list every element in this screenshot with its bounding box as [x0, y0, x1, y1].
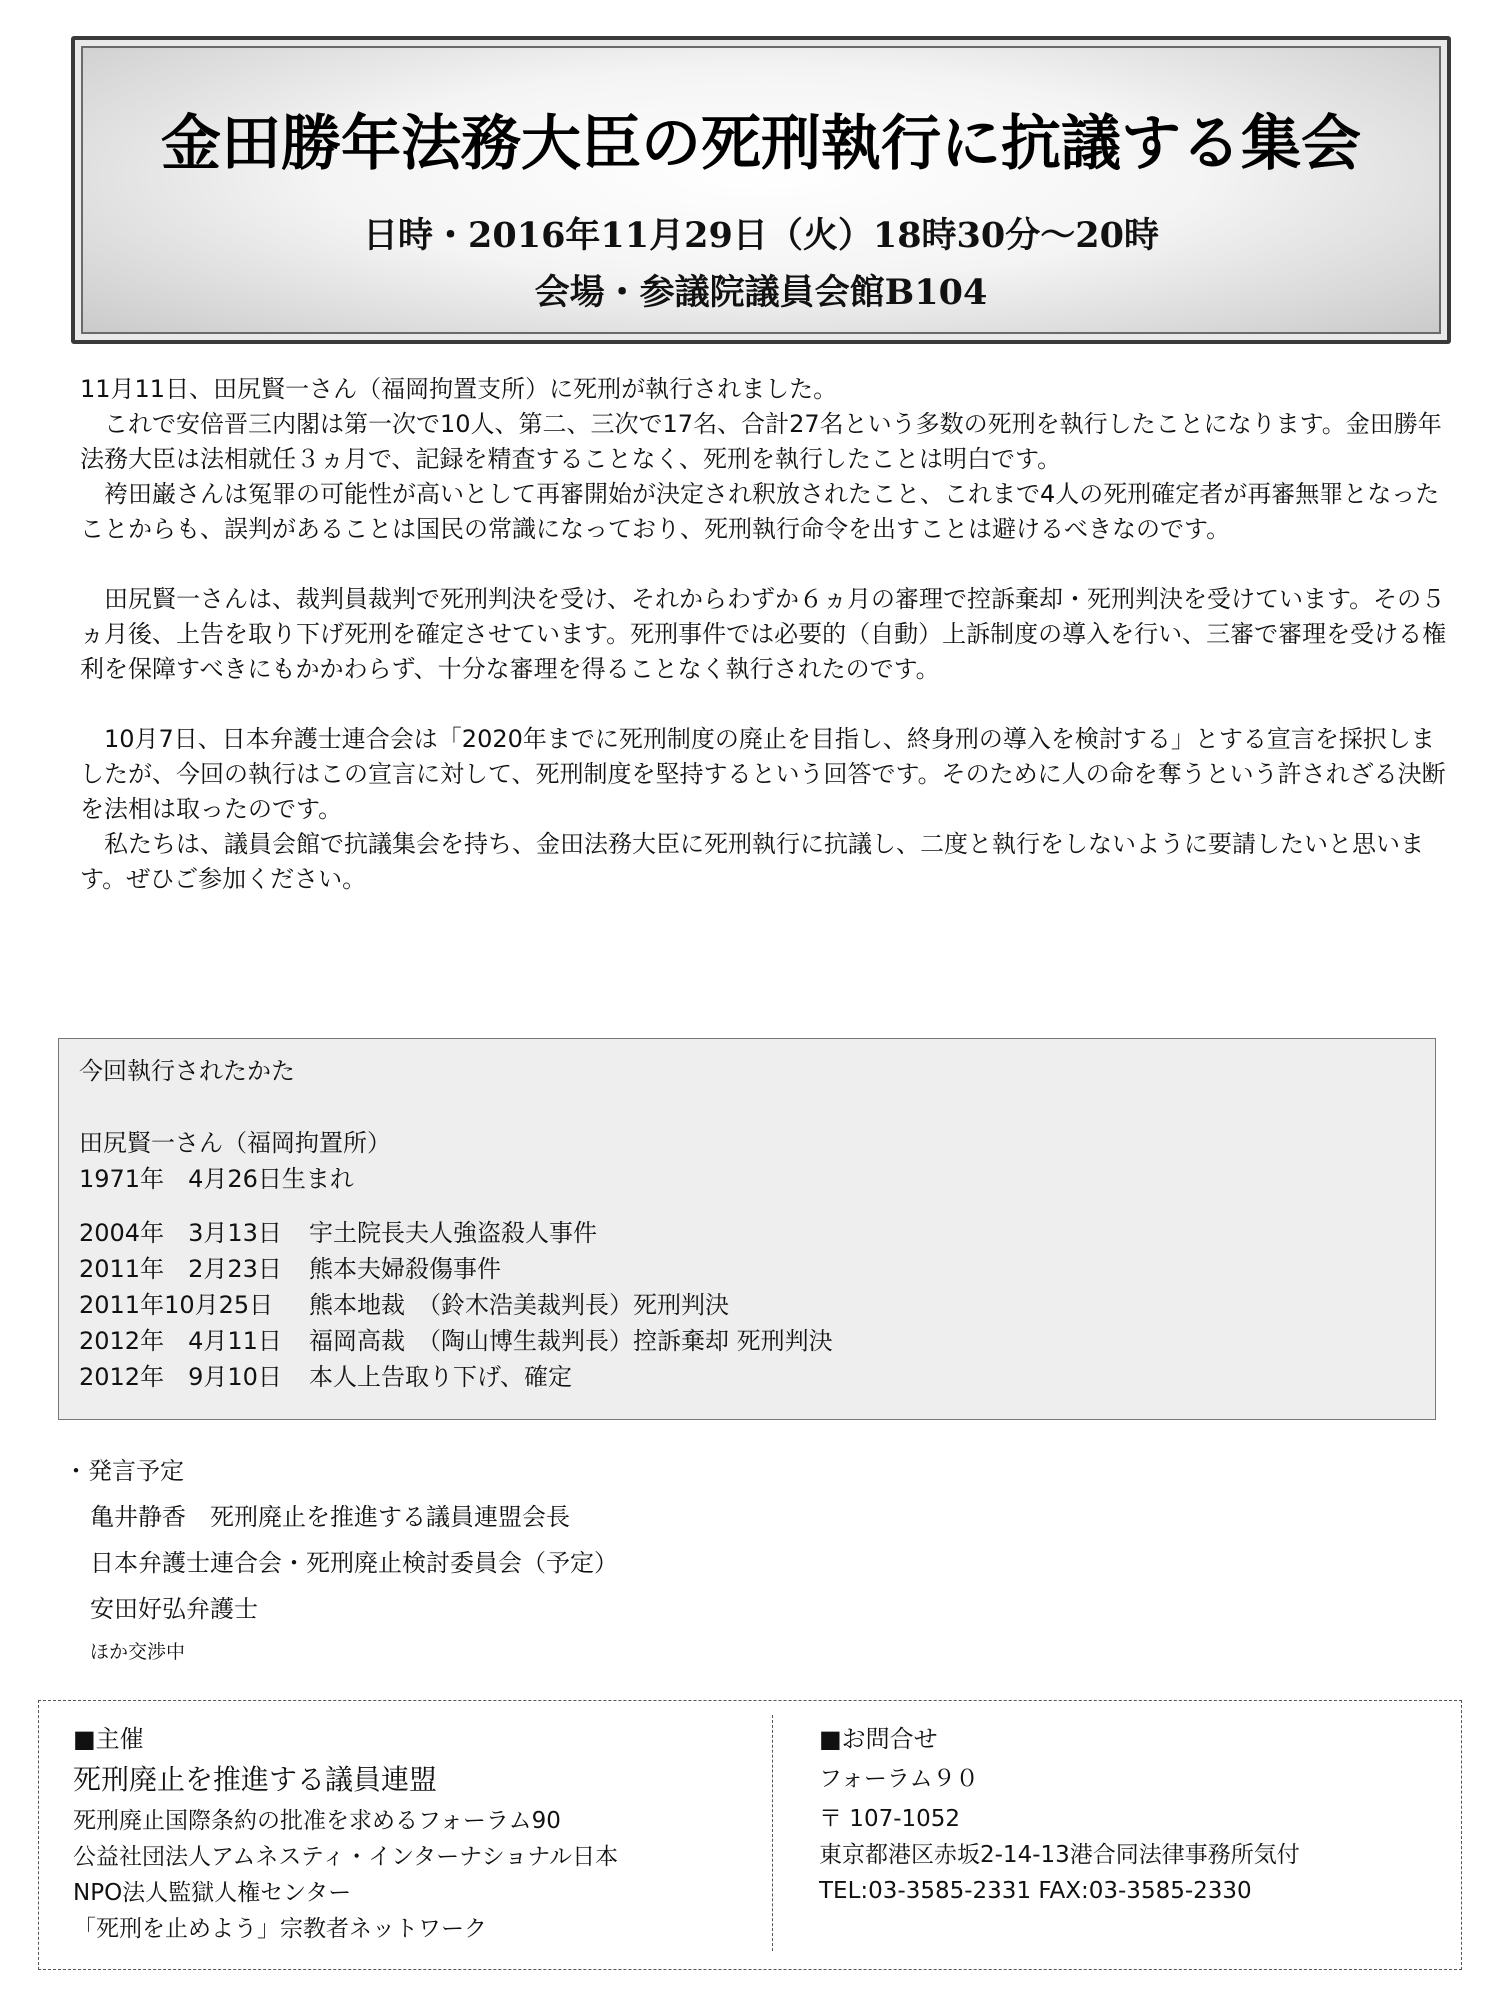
- header-banner: [71, 36, 1451, 344]
- paragraph-6: 私たちは、議員会館で抗議集会を持ち、金田法務大臣に死刑執行に抗議し、二度と執行をしないように要請したいと思います。ぜひご参加ください。: [80, 830, 1424, 893]
- timeline-row: [79, 1215, 1415, 1251]
- contact-section: [819, 1721, 1300, 1909]
- contact-heading: ■お問合せ: [819, 1725, 938, 1753]
- paragraph-4: 田尻賢一さんは、裁判員裁判で死刑判決を受け、それからわずか６ヵ月の審理で控訴棄却・死刑判決を受けています。その５ヵ月後、上告を取り下げ死刑を確定させています。死刑事件では必要的（自動）上訴制度の導入を行い、三審で審理を受ける権利を保障すべきにもかかわらず、十分な審理を得ることなく執行されたのです。: [80, 585, 1447, 683]
- spacer: [79, 1197, 1415, 1215]
- timeline-event: 宇土院長夫人強盗殺人事件: [309, 1219, 597, 1247]
- paragraph-1: 11月11日、田尻賢一さん（福岡拘置支所）に死刑が執行されました。: [80, 375, 838, 403]
- timeline-date: 2011年 2月23日: [79, 1255, 282, 1283]
- timeline-date: 2012年 9月10日: [79, 1363, 282, 1391]
- executed-birth: 1971年 4月26日生まれ: [79, 1165, 354, 1193]
- statement-body: [80, 372, 1450, 897]
- organizer-item: 公益社団法人アムネスティ・インターナショナル日本: [73, 1844, 619, 1870]
- organizer-item: 「死刑を止めよう」宗教者ネットワーク: [73, 1916, 487, 1942]
- spacer: [79, 1089, 1415, 1125]
- event-venue: 会場・参議院議員会館B104: [534, 272, 988, 313]
- timeline-date: 2004年 3月13日: [79, 1219, 282, 1247]
- speakers-note: ほか交渉中: [90, 1641, 186, 1663]
- executed-heading: 今回執行されたかた: [79, 1057, 295, 1085]
- timeline-row: [79, 1251, 1415, 1287]
- spacer: [80, 547, 1450, 582]
- event-date: 日時・2016年11月29日（火）18時30分～20時: [363, 215, 1159, 256]
- organizers-section: [73, 1721, 618, 1947]
- organizer-item: NPO法人監獄人権センター: [73, 1880, 352, 1906]
- timeline-row: [79, 1359, 1415, 1395]
- speaker-item: 亀井静香 死刑廃止を推進する議員連盟会長: [90, 1503, 570, 1531]
- timeline-event: 熊本地裁 （鈴木浩美裁判長）死刑判決: [309, 1291, 729, 1319]
- speakers-section: [64, 1448, 618, 1672]
- executed-person-box: [58, 1038, 1436, 1420]
- timeline-event: 本人上告取り下げ、確定: [309, 1363, 573, 1391]
- paragraph-5: 10月7日、日本弁護士連合会は「2020年までに死刑制度の廃止を目指し、終身刑の導入を検討する」とする宣言を採択しましたが、今回の執行はこの宣言に対して、死刑制度を堅持するという回答です。そのために人の命を奪うという許されざる決断を法相は取ったのです。: [80, 725, 1446, 823]
- timeline-event: 福岡高裁 （陶山博生裁判長）控訴棄却 死刑判決: [309, 1327, 833, 1355]
- timeline-date: 2012年 4月11日: [79, 1327, 282, 1355]
- speaker-item: 日本弁護士連合会・死刑廃止検討委員会（予定）: [90, 1549, 618, 1577]
- page-title: 金田勝年法務大臣の死刑執行に抗議する集会: [161, 109, 1361, 179]
- timeline-row: [79, 1287, 1415, 1323]
- paragraph-2: これで安倍晋三内閣は第一次で10人、第二、三次で17名、合計27名という多数の死刑を執行したことになります。金田勝年法務大臣は法相就任３ヵ月で、記録を精査することなく、死刑を執行したことは明白です。: [80, 410, 1442, 473]
- footer-divider: [772, 1715, 773, 1951]
- paragraph-3: 袴田巌さんは冤罪の可能性が高いとして再審開始が決定され釈放されたこと、これまで4人の死刑確定者が再審無罪となったことからも、誤判があることは国民の常識になっており、死刑執行命令を出すことは避けるべきなのです。: [80, 480, 1440, 543]
- organizer-main: 死刑廃止を推進する議員連盟: [73, 1763, 438, 1796]
- footer-box: [38, 1700, 1462, 1970]
- speaker-item: 安田好弘弁護士: [90, 1595, 258, 1623]
- contact-org: フォーラム９０: [819, 1766, 979, 1792]
- timeline-row: [79, 1323, 1415, 1359]
- speakers-heading: ・発言予定: [64, 1457, 184, 1485]
- organizer-item: 死刑廃止国際条約の批准を求めるフォーラム90: [73, 1808, 561, 1834]
- organizers-heading: ■主催: [73, 1725, 144, 1753]
- contact-address: 東京都港区赤坂2-14-13港合同法律事務所気付: [819, 1842, 1300, 1868]
- timeline-event: 熊本夫婦殺傷事件: [309, 1255, 501, 1283]
- spacer: [80, 687, 1450, 722]
- executed-name: 田尻賢一さん（福岡拘置所）: [79, 1129, 391, 1157]
- contact-postal: 〒 107-1052: [819, 1806, 961, 1832]
- contact-tel-fax: TEL:03-3585-2331 FAX:03-3585-2330: [819, 1878, 1252, 1904]
- timeline-date: 2011年10月25日: [79, 1291, 274, 1319]
